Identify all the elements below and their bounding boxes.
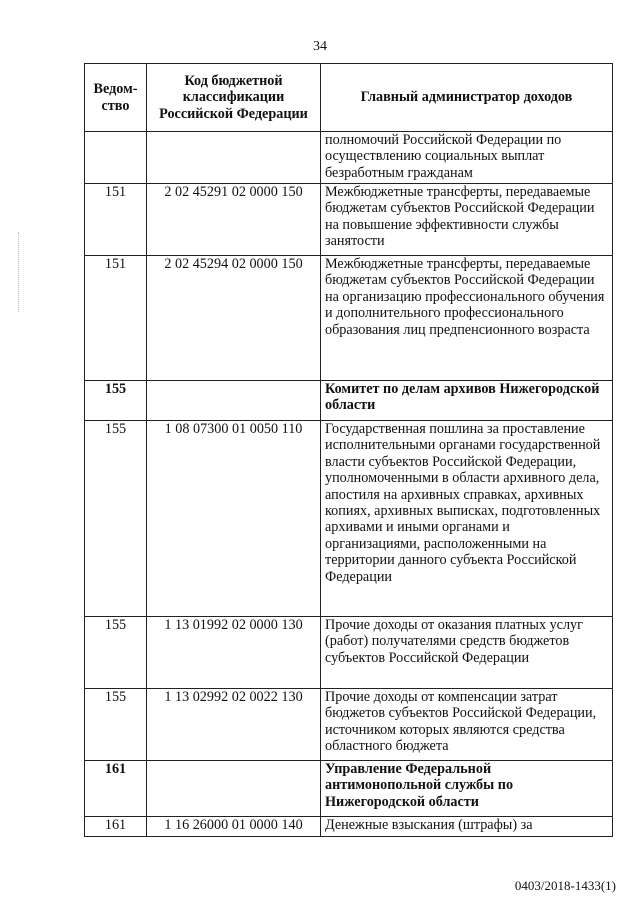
admin-cell: полномочий Российской Федерации по осуществлению социальных выплат безработным гражданам xyxy=(321,132,613,184)
table-row xyxy=(85,184,613,256)
code-cell: 1 08 07300 01 0050 110 xyxy=(147,421,321,617)
dept-cell: 155 xyxy=(85,381,147,421)
code-cell xyxy=(147,761,321,817)
admin-cell: Прочие доходы от оказания платных услуг (работ) получателями средств бюджетов субъектов Российской Федерации xyxy=(321,617,613,689)
code-cell: 1 16 26000 01 0000 140 xyxy=(147,817,321,837)
dept-cell: 161 xyxy=(85,817,147,837)
dept-cell: 161 xyxy=(85,761,147,817)
table-header-row xyxy=(85,64,613,132)
dept-cell: 155 xyxy=(85,617,147,689)
code-cell: 2 02 45291 02 0000 150 xyxy=(147,184,321,256)
code-cell: 1 13 01992 02 0000 130 xyxy=(147,617,321,689)
table-row xyxy=(85,617,613,689)
admin-cell: Государственная пошлина за проставление исполнительными органами государственной власти субъектов Российской Федерации, уполномоченными в области архивного дела, апостиля на архивных справках, архивных копиях, архивных выписках, подготовленных архивами и иными органами и организациями, расположенными на территории данного субъекта Российской Федерации xyxy=(321,421,613,617)
admin-cell: Управление Федеральной антимонопольной службы по Нижегородской области xyxy=(321,761,613,817)
dept-cell: 155 xyxy=(85,421,147,617)
admin-cell: Межбюджетные трансферты, передаваемые бюджетам субъектов Российской Федерации на повышение эффективности службы занятости xyxy=(321,184,613,256)
dept-cell: 151 xyxy=(85,184,147,256)
page-number: 34 xyxy=(313,39,327,54)
admin-cell: Межбюджетные трансферты, передаваемые бюджетам субъектов Российской Федерации на организацию профессионального обучения и дополнительного профессионального образования лиц предпенсионного возраста xyxy=(321,256,613,381)
table-row-section xyxy=(85,381,613,421)
admin-cell: Прочие доходы от компенсации затрат бюджетов субъектов Российской Федерации, источником которых являются средства областного бюджета xyxy=(321,689,613,761)
table-row xyxy=(85,421,613,617)
header-admin: Главный администратор доходов xyxy=(321,64,613,132)
admin-cell: Комитет по делам архивов Нижегородской области xyxy=(321,381,613,421)
code-cell: 2 02 45294 02 0000 150 xyxy=(147,256,321,381)
dept-cell xyxy=(85,132,147,184)
table-row xyxy=(85,132,613,184)
dept-cell: 155 xyxy=(85,689,147,761)
revenue-admin-table xyxy=(84,63,613,837)
code-cell: 1 13 02992 02 0022 130 xyxy=(147,689,321,761)
table-row xyxy=(85,817,613,837)
admin-cell: Денежные взыскания (штрафы) за xyxy=(321,817,613,837)
header-code: Код бюджетной классификации Российской Федерации xyxy=(147,64,321,132)
document-number: 0403/2018-1433(1) xyxy=(514,878,616,893)
code-cell xyxy=(147,132,321,184)
table-row-section xyxy=(85,761,613,817)
code-cell xyxy=(147,381,321,421)
header-dept: Ведом-ство xyxy=(85,64,147,132)
dept-cell: 151 xyxy=(85,256,147,381)
table-row xyxy=(85,689,613,761)
table-row xyxy=(85,256,613,381)
scan-margin-mark xyxy=(18,232,20,312)
